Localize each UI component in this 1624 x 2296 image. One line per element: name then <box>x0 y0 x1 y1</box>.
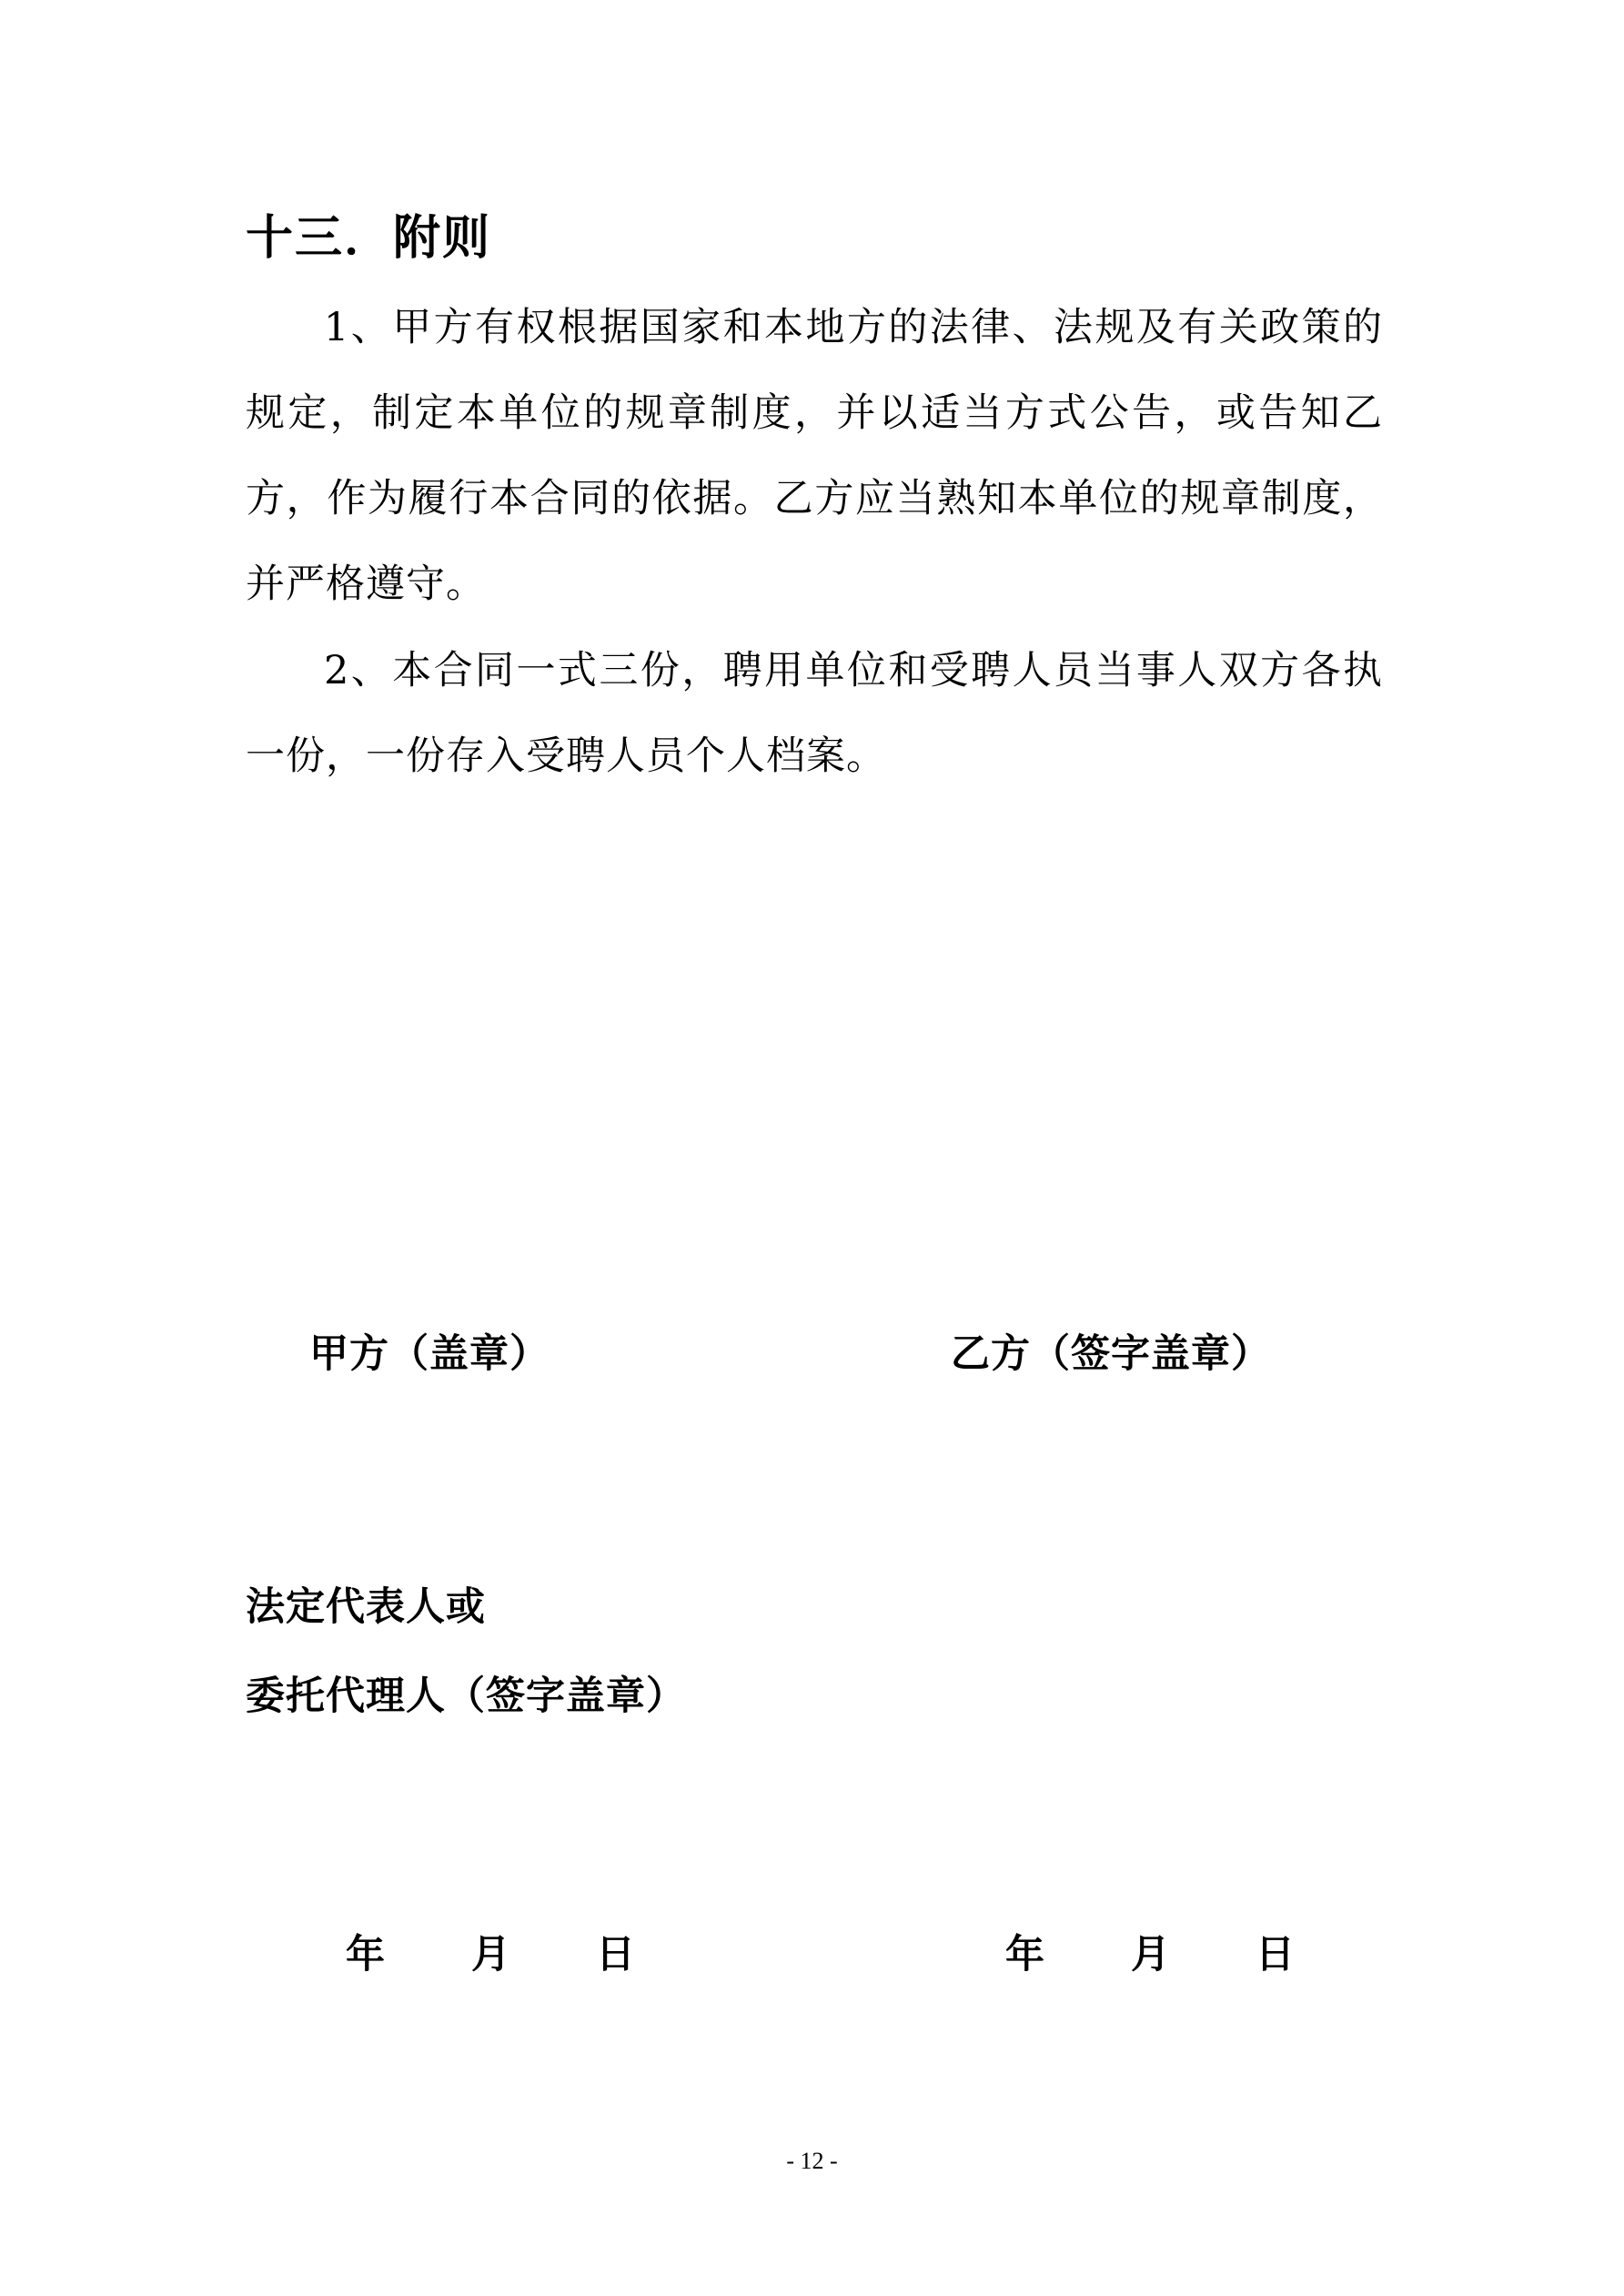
paragraph-1: 1、甲方有权根据国家和本地方的法律、法规及有关政策的规定，制定本单位的规章制度，并以适当方式公告，或告知乙方，作为履行本合同的依据。乙方应当熟知本单位的规章制度，并严格遵守。 <box>246 305 1383 607</box>
party-b-date-year: 年 <box>1005 1932 1044 1977</box>
party-a-date-day: 日 <box>596 1932 635 1977</box>
party-a-date-year: 年 <box>346 1932 385 1977</box>
party-b-date-month: 月 <box>1131 1932 1170 1977</box>
legal-representative-label: 法定代表人或 <box>246 1584 486 1630</box>
party-b-date-day: 日 <box>1256 1932 1295 1977</box>
section-heading: 十三．附则 <box>246 211 492 266</box>
party-b-signature-label: 乙方（签字盖章） <box>951 1331 1271 1377</box>
paragraph-2: 2、本合同一式三份，聘用单位和受聘人员当事人双方各执一份，一份存入受聘人员个人档案。 <box>246 648 1383 779</box>
authorized-agent-label: 委托代理人（签字盖章） <box>246 1674 686 1719</box>
party-a-date-month: 月 <box>471 1932 510 1977</box>
page-number: - 12 - <box>786 2148 838 2174</box>
party-a-seal-label: 甲方（盖章） <box>309 1331 550 1377</box>
